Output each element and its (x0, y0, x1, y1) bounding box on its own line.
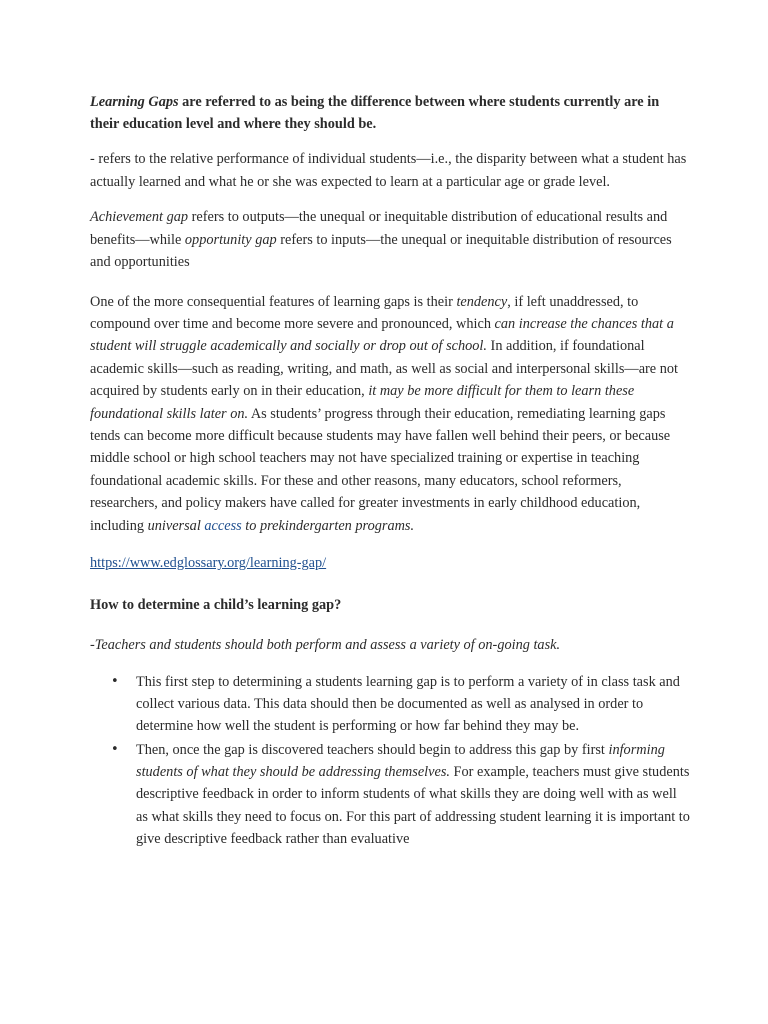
opportunity-gap-term: opportunity gap (184, 231, 277, 248)
document-page (90, 91, 690, 850)
gap-types-paragraph: Achievement gap refers to outputs—the unequal or inequitable distribution of educational results and benefits—while opportunity gap refers to inputs—the unequal or inequitable distribution of resources and opportunities (90, 209, 672, 270)
access-link[interactable]: access (204, 517, 242, 534)
definition-paragraph: - refers to the relative performance of individual students—i.e., the disparity between what a student has actually learned and what he or she was expected to learn at a particular age or grade level. (90, 151, 687, 190)
bullet-icon: • (111, 741, 119, 757)
list-item: • Then, once the gap is discovered teachers should begin to address this gap by first informing students of what they should be addressing themselves. For example, teachers must give students descriptive feedback in order to inform students of what skills they are doing well with as well as what skills they need to focus on. For this part of addressing student learning it is important to give descriptive feedback rather than evaluative (90, 739, 690, 850)
section-heading: How to determine a child’s learning gap? (90, 597, 342, 614)
source-link[interactable]: https://www.edglossary.org/learning-gap/ (90, 554, 327, 571)
steps-list (90, 671, 690, 850)
source-link-paragraph (90, 552, 690, 574)
intro-term: Learning Gaps (90, 94, 179, 110)
consequences-paragraph: One of the more consequential features of learning gaps is their tendency, if left unaddressed, to compound over time and become more severe and pronounced, which can increase the chances that a student will struggle academically and socially or drop out of school. In addition, if foundational academic skills—such as reading, writing, and math, as well as social and interpersonal skills—are not acquired by students early on in their education, it may be more difficult for them to learn these foundational skills later on. As students’ progress through their education, remediating learning gaps tends can become more difficult because students may have fallen well behind their peers, or because middle school or high school teachers may not have specialized training or expertise in teaching foundational academic skills. For these and other reasons, many educators, school reformers, researchers, and policy makers have called for greater investments in early childhood education, including universal access to prekindergarten programs. (90, 293, 679, 534)
section-subheading: -Teachers and students should both perform and assess a variety of on-going task. (90, 636, 561, 653)
list-item: • This first step to determining a students learning gap is to perform a variety of in class task and collect various data. This data should then be documented as well as analysed in order to determine how well the student is performing or how far behind they may be. (90, 671, 690, 738)
achievement-gap-term: Achievement gap (90, 209, 189, 225)
intro-text: are referred to as being the difference between where students currently are in their education level and where they should be. (90, 94, 660, 132)
bullet-icon: • (111, 673, 119, 689)
intro-paragraph (90, 91, 690, 135)
